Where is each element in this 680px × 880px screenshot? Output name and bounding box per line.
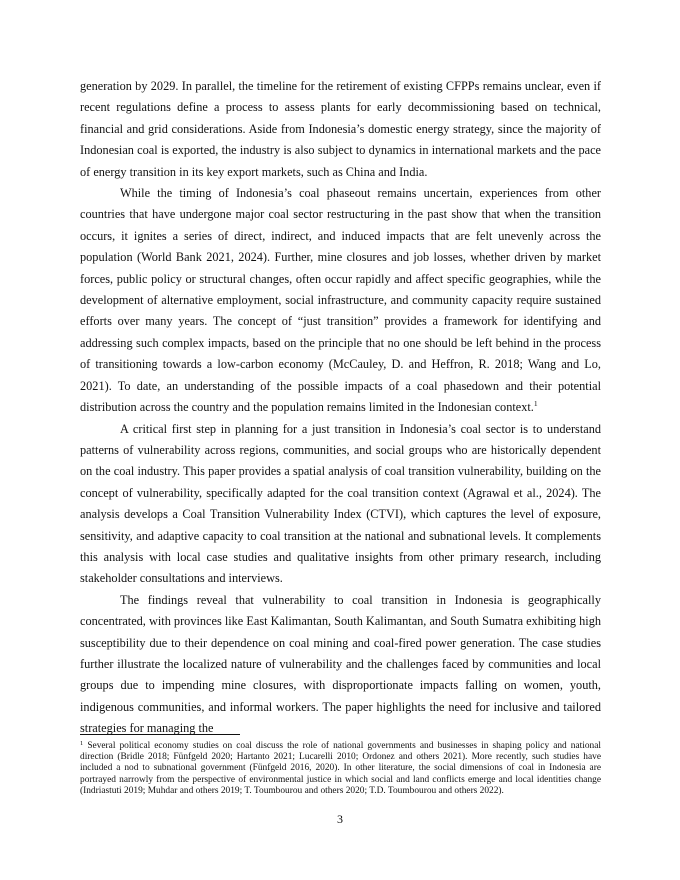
body-text <box>80 76 601 740</box>
footnote-text: Several political economy studies on coal discuss the role of national governments and businesses in shaping policy and national direction (Bridle 2018; Fünfgeld 2020; Hartanto 2021; Lucarelli 2010; Ordonez and others 2021). More recently, such studies have included a nod to subnational government (Fünfgeld 2016, 2020). In other literature, the social dimensions of coal in Indonesia are portrayed narrowly from the perspective of environmental justice in which social and land conflicts emerge and local identities change (Indriastuti 2019; Muhdar and others 2019; T. Toumbourou and others 2020; T.D. Toumbourou and others 2022). <box>80 741 601 796</box>
footnote <box>80 741 601 797</box>
paragraph-2 <box>80 183 601 418</box>
paragraph-4: The findings reveal that vulnerability to coal transition in Indonesia is geographically concentrated, with provinces like East Kalimantan, South Kalimantan, and South Sumatra exhibiting high susceptibility due to their dependence on coal mining and coal-fired power generation. The case studies further illustrate the localized nature of vulnerability and the challenges faced by communities and local groups due to impending mine closures, with disproportionate impacts falling on women, youth, indigenous communities, and informal workers. The paper highlights the need for inclusive and tailored strategies for managing the <box>80 592 601 736</box>
footnote-reference[interactable]: 1 <box>533 399 538 409</box>
footnote-marker: 1 <box>80 740 84 747</box>
paragraph-3: A critical first step in planning for a just transition in Indonesia’s coal sector is to understand patterns of vulnerability across regions, communities, and social groups who are historically dependent on the coal industry. This paper provides a spatial analysis of coal transition vulnerability, building on the concept of vulnerability, specifically adapted for the coal transition context (Agrawal et al., 2024). The analysis develops a Coal Transition Vulnerability Index (CTVI), which captures the level of exposure, sensitivity, and adaptive capacity to coal transition at the national and subnational levels. It complements this analysis with local case studies and qualitative insights from other primary research, including stakeholder consultations and interviews. <box>80 421 601 586</box>
paragraph-2-text: While the timing of Indonesia’s coal phaseout remains uncertain, experiences from other countries that have undergone major coal sector restructuring in the past show that when the transition occurs, it ignites a series of direct, indirect, and induced impacts that are felt unevenly across the population (World Bank 2021, 2024). Further, mine closures and job losses, whether driven by market forces, public policy or structural changes, often occur rapidly and affect specific geographies, while the development of alternative employment, social infrastructure, and community capacity require sustained efforts over many years. The concept of “just transition” provides a framework for identifying and addressing such complex impacts, based on the principle that no one should be left behind in the process of transitioning towards a low-carbon economy (McCauley, D. and Heffron, R. 2018; Wang and Lo, 2021). To date, an understanding of the possible impacts of a coal phasedown and their potential distribution across the country and the population remains limited in the Indonesian context. <box>80 186 601 415</box>
footnote-separator <box>80 734 240 735</box>
page-number: 3 <box>337 812 343 826</box>
paragraph-1: generation by 2029. In parallel, the timeline for the retirement of existing CFPPs remains unclear, even if recent regulations define a process to assess plants for early decommissioning based on technical, financial and grid considerations. Aside from Indonesia’s domestic energy strategy, since the majority of Indonesian coal is exported, the industry is also subject to dynamics in international markets and the pace of energy transition in its key export markets, such as China and India. <box>80 79 601 179</box>
